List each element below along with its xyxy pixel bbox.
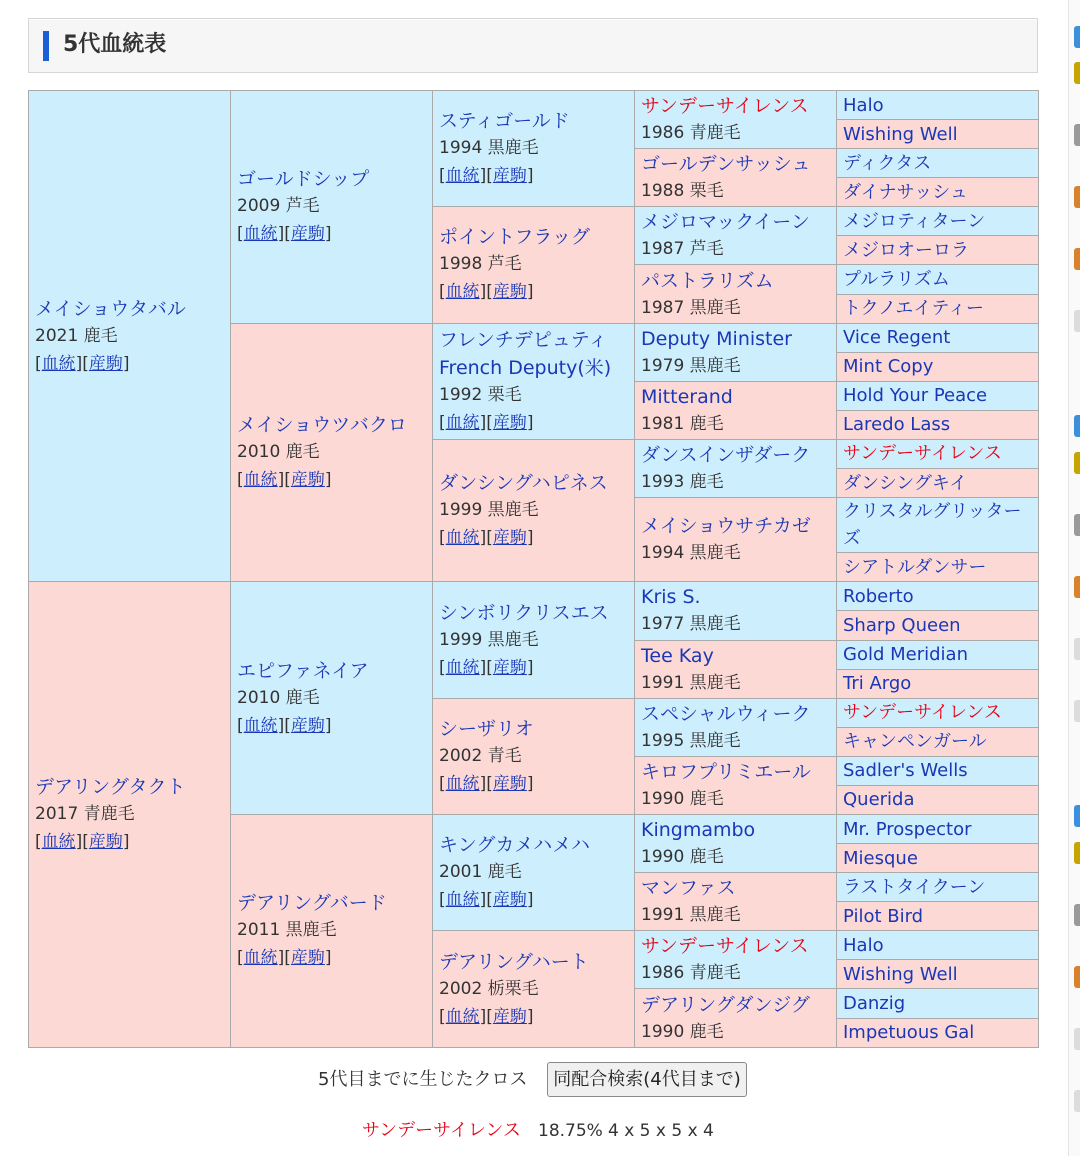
pedigree-cell-gen5 [837,844,1039,873]
horse-name-link[interactable]: Tri Argo [843,673,912,695]
sidebar-marker [1074,638,1080,660]
pedigree-cell-gen4 [635,873,837,931]
pedigree-cell-gen3 [433,439,635,581]
sidebar-marker [1074,248,1080,270]
horse-alt-name-link[interactable]: French Deputy(米) [439,356,612,379]
pedigree-cell-gen1-dam [29,582,231,1048]
pedigree-cell-gen5 [837,814,1039,843]
horse-info: 1992 栗毛 [439,384,522,405]
pedigree-cell-gen2 [231,582,433,815]
horse-links: [血統][産駒] [439,412,534,433]
horse-info: 1988 栗毛 [641,181,724,202]
sidebar-marker [1074,842,1080,864]
horse-name-link[interactable]: ダイナサッシュ [843,181,968,203]
pedigree-cell-gen5 [837,323,1039,352]
cross-horse-link[interactable]: サンデーサイレンス [362,1120,521,1141]
horse-name-link[interactable]: ポイントフラッグ [439,226,591,249]
horse-name-link[interactable]: デアリングハート [439,950,589,973]
horse-links: [血統][産駒] [35,832,130,853]
horse-name-link[interactable]: デアリングバード [237,892,387,915]
pedigree-cell-gen5 [837,469,1039,498]
horse-links: [血統][産駒] [35,353,130,374]
pedigree-cell-gen5 [837,498,1039,553]
offspring-link[interactable]: 産駒 [88,832,123,853]
horse-name-link[interactable]: Mitterand [641,385,733,408]
offspring-link[interactable]: 産駒 [492,1006,527,1027]
pedigree-cell-gen5 [837,582,1039,611]
offspring-link[interactable]: 産駒 [492,890,527,911]
horse-name-link[interactable]: Mint Copy [843,356,934,378]
cross-percentage: 18.75% [538,1121,603,1141]
pedigree-cell-gen5 [837,149,1039,178]
pedigree-cell-gen2 [231,323,433,582]
horse-name-link[interactable]: サンデーサイレンス [843,443,1002,465]
horse-name-link[interactable]: Querida [843,789,915,811]
horse-name-link[interactable]: マンファス [641,877,736,900]
horse-links: [血統][産駒] [237,469,332,490]
horse-info: 1990 鹿毛 [641,1021,724,1042]
pedigree-cell-gen4 [635,381,837,439]
horse-name-link[interactable]: サンデーサイレンス [641,95,809,118]
horse-name-link[interactable]: エピファネイア [237,659,369,682]
horse-links: [血統][産駒] [439,890,534,911]
horse-links: [血統][産駒] [439,1006,534,1027]
pedigree-link[interactable]: 血統 [243,469,278,490]
pedigree-cell-gen3 [433,323,635,439]
offspring-link[interactable]: 産駒 [492,773,527,794]
horse-name-link[interactable]: キャンペンガール [843,731,987,753]
pedigree-cell-gen4 [635,698,837,756]
horse-name-link[interactable]: メイショウタバル [35,297,186,320]
horse-name-link[interactable]: メジロマックイーン [641,211,810,234]
horse-info: 1987 黒鹿毛 [641,297,741,318]
pedigree-cell-gen3 [433,931,635,1048]
horse-name-link[interactable]: Gold Meridian [843,644,968,666]
sidebar-marker [1074,700,1080,722]
pedigree-link[interactable]: 血統 [41,832,76,853]
section-title: 5代血統表 [63,32,167,57]
cross-label: 5代目までに生じたクロス [318,1069,528,1090]
horse-name-link[interactable]: プルラリズム [843,269,950,290]
pedigree-cell-gen5 [837,410,1039,439]
pedigree-cell-gen5 [837,91,1039,120]
horse-info: 1991 黒鹿毛 [641,672,741,693]
horse-info: 2002 栃栗毛 [439,978,539,999]
pedigree-cell-gen3 [433,814,635,930]
pedigree-cell-gen5 [837,1018,1039,1047]
offspring-link[interactable]: 産駒 [492,166,527,187]
sidebar-marker [1074,1028,1080,1050]
horse-links: [血統][産駒] [439,657,534,678]
horse-name-link[interactable]: Sadler's Wells [843,760,968,782]
horse-info: 1994 黒鹿毛 [641,543,741,564]
pedigree-link[interactable]: 血統 [243,224,278,245]
horse-name-link[interactable]: Deputy Minister [641,327,792,350]
same-breeding-search-button[interactable]: 同配合検索(4代目まで) [547,1062,747,1097]
horse-name-link[interactable]: スペシャルウィーク [641,702,811,725]
horse-name-link[interactable]: メジロティターン [843,210,986,232]
pedigree-cell-gen5 [837,611,1039,640]
horse-name-link[interactable]: ゴールドシップ [237,168,370,191]
horse-links: [血統][産駒] [439,528,534,549]
horse-links: [血統][産駒] [237,715,332,736]
cross-generations: 4 x 5 x 5 x 4 [608,1121,714,1141]
horse-name-link[interactable]: Kris S. [641,586,701,609]
pedigree-cell-gen5 [837,931,1039,960]
horse-name-link[interactable]: Pilot Bird [843,905,924,927]
horse-name-link[interactable]: Roberto [843,585,914,607]
sidebar-marker [1074,514,1080,536]
pedigree-cell-gen4 [635,814,837,872]
horse-links: [血統][産駒] [439,166,534,187]
offspring-link[interactable]: 産駒 [492,528,527,549]
pedigree-cell-gen2 [231,91,433,324]
offspring-link[interactable]: 産駒 [290,469,325,490]
horse-info: 2002 青毛 [439,745,522,766]
horse-name-link[interactable]: メイショウツバクロ [237,413,407,436]
sidebar-marker [1074,904,1080,926]
horse-name-link[interactable]: Sharp Queen [843,614,961,636]
sidebar-marker [1074,805,1080,827]
offspring-link[interactable]: 産駒 [290,224,325,245]
horse-links: [血統][産駒] [237,224,332,245]
pedigree-cell-gen1-sire [29,91,231,582]
horse-name-link[interactable]: Wishing Well [843,963,958,985]
pedigree-cell-gen4 [635,756,837,814]
offspring-link[interactable]: 産駒 [88,353,123,374]
horse-name-link[interactable]: ダンシングハピネス [439,472,608,495]
horse-name-link[interactable]: デアリングダンジグ [641,993,810,1016]
pedigree-cell-gen5 [837,178,1039,207]
header-accent-bar [43,31,49,61]
sidebar-marker [1074,62,1080,84]
horse-info: 1977 黒鹿毛 [641,614,741,635]
horse-name-link[interactable]: キロフプリミエール [641,760,811,783]
horse-info: 1990 鹿毛 [641,847,724,868]
horse-name-link[interactable]: シーザリオ [439,717,534,740]
section-header [28,18,1038,73]
pedigree-cell-gen5 [837,207,1039,236]
horse-info: 1995 黒鹿毛 [641,730,741,751]
horse-info: 1987 芦毛 [641,239,724,260]
horse-name-link[interactable]: メジロオーロラ [843,239,969,261]
pedigree-cell-gen5 [837,669,1039,698]
horse-name-link[interactable]: シンボリクリスエス [439,601,609,624]
horse-name-link[interactable]: トクノエイティー [843,298,984,320]
horse-info: 1986 青鹿毛 [641,123,741,144]
horse-name-link[interactable]: Mr. Prospector [843,818,972,840]
horse-info: 1981 鹿毛 [641,413,724,434]
horse-name-link[interactable]: シアトルダンサー [843,556,987,578]
right-sidebar-edge [1068,0,1080,1156]
pedigree-cell-gen4 [635,640,837,698]
horse-links: [血統][産駒] [439,282,534,303]
horse-info: 2011 黒鹿毛 [237,920,337,941]
horse-info: 1986 青鹿毛 [641,963,741,984]
horse-info: 2010 鹿毛 [237,441,320,462]
horse-links: [血統][産駒] [237,948,332,969]
pedigree-link[interactable]: 血統 [445,282,480,303]
pedigree-cell-gen5 [837,381,1039,410]
horse-info: 1994 黒鹿毛 [439,138,539,159]
sidebar-marker [1074,452,1080,474]
pedigree-cell-gen4 [635,323,837,381]
horse-name-link[interactable]: フレンチデピュティ [439,328,608,351]
pedigree-link[interactable]: 血統 [445,166,480,187]
horse-name-link[interactable]: サンデーサイレンス [843,702,1002,724]
pedigree-link[interactable]: 血統 [445,1006,480,1027]
horse-name-link[interactable]: Hold Your Peace [843,385,988,407]
horse-name-link[interactable]: ラストタイクーン [843,876,986,898]
pedigree-cell-gen5 [837,873,1039,902]
pedigree-link[interactable]: 血統 [445,412,480,433]
sidebar-marker [1074,186,1080,208]
pedigree-link[interactable]: 血統 [243,715,278,736]
pedigree-link[interactable]: 血統 [445,657,480,678]
pedigree-cell-gen4 [635,91,837,149]
horse-info: 1999 黒鹿毛 [439,629,539,650]
horse-name-link[interactable]: ディクタス [843,152,932,174]
pedigree-cell-gen5 [837,785,1039,814]
horse-links: [血統][産駒] [439,773,534,794]
pedigree-table [28,90,1039,1048]
pedigree-link[interactable]: 血統 [445,773,480,794]
pedigree-cell-gen5 [837,294,1039,323]
horse-name-link[interactable]: キングカメハメハ [439,834,591,857]
pedigree-cell-gen4 [635,439,837,497]
horse-name-link[interactable]: Impetuous Gal [843,1022,975,1044]
horse-name-link[interactable]: Halo [843,934,884,956]
pedigree-link[interactable]: 血統 [445,528,480,549]
pedigree-cell-gen5 [837,727,1039,756]
horse-name-link[interactable]: ダンスインザダーク [641,444,811,467]
pedigree-cell-gen4 [635,931,837,989]
sidebar-marker [1074,26,1080,48]
horse-info: 1999 黒鹿毛 [439,500,539,521]
pedigree-cell-gen3 [433,91,635,207]
horse-name-link[interactable]: Halo [843,94,884,116]
horse-name-link[interactable]: メイショウサチカゼ [641,515,811,538]
sidebar-marker [1074,576,1080,598]
pedigree-cell-gen5 [837,640,1039,669]
horse-name-link[interactable]: ゴールデンサッシュ [641,153,811,176]
pedigree-cell-gen4 [635,207,837,265]
horse-info: 2010 鹿毛 [237,687,320,708]
pedigree-cell-gen5 [837,698,1039,727]
pedigree-cell-gen4 [635,149,837,207]
pedigree-link[interactable]: 血統 [243,948,278,969]
horse-name-link[interactable]: Vice Regent [843,327,951,349]
pedigree-cell-gen5 [837,989,1039,1018]
pedigree-cell-gen3 [433,698,635,814]
horse-info: 2017 青鹿毛 [35,804,135,825]
pedigree-cell-gen5 [837,265,1039,294]
sidebar-marker [1074,966,1080,988]
offspring-link[interactable]: 産駒 [492,412,527,433]
pedigree-cell-gen5 [837,902,1039,931]
pedigree-cell-gen5 [837,236,1039,265]
pedigree-cell-gen5 [837,352,1039,381]
horse-info: 1991 黒鹿毛 [641,905,741,926]
horse-name-link[interactable]: Danzig [843,992,906,1014]
horse-info: 1979 黒鹿毛 [641,355,741,376]
pedigree-link[interactable]: 血統 [41,353,76,374]
horse-info: 1990 鹿毛 [641,788,724,809]
horse-name-link[interactable]: クリスタルグリッターズ [843,501,1022,550]
horse-name-link[interactable]: パストラリズム [641,269,774,292]
offspring-link[interactable]: 産駒 [492,282,527,303]
pedigree-cell-gen5 [837,553,1039,582]
horse-name-link[interactable]: スティゴールド [439,110,570,133]
sidebar-marker [1074,124,1080,146]
pedigree-cell-gen5 [837,439,1039,468]
pedigree-cell-gen4 [635,498,837,582]
pedigree-link[interactable]: 血統 [445,890,480,911]
pedigree-cell-gen3 [433,582,635,698]
horse-name-link[interactable]: ダンシングキイ [843,472,968,494]
pedigree-cell-gen2 [231,814,433,1047]
pedigree-cell-gen3 [433,207,635,323]
pedigree-cell-gen5 [837,120,1039,149]
pedigree-cell-gen5 [837,756,1039,785]
horse-name-link[interactable]: Laredo Lass [843,414,951,436]
horse-name-link[interactable]: デアリングタクト [35,776,186,799]
pedigree-cell-gen4 [635,265,837,323]
horse-info: 2001 鹿毛 [439,862,522,883]
offspring-link[interactable]: 産駒 [492,657,527,678]
horse-info: 1998 芦毛 [439,254,522,275]
sidebar-marker [1074,1090,1080,1112]
horse-name-link[interactable]: Kingmambo [641,819,756,842]
horse-info: 2009 芦毛 [237,196,320,217]
sidebar-marker [1074,415,1080,437]
horse-info: 1993 鹿毛 [641,472,724,493]
pedigree-cell-gen4 [635,989,837,1048]
horse-name-link[interactable]: Miesque [843,847,918,869]
sidebar-marker [1074,310,1080,332]
pedigree-cell-gen4 [635,582,837,640]
offspring-link[interactable]: 産駒 [290,948,325,969]
horse-name-link[interactable]: サンデーサイレンス [641,935,809,958]
pedigree-cell-gen5 [837,960,1039,989]
horse-name-link[interactable]: Tee Kay [641,644,714,667]
horse-info: 2021 鹿毛 [35,325,118,346]
horse-name-link[interactable]: Wishing Well [843,123,958,145]
offspring-link[interactable]: 産駒 [290,715,325,736]
